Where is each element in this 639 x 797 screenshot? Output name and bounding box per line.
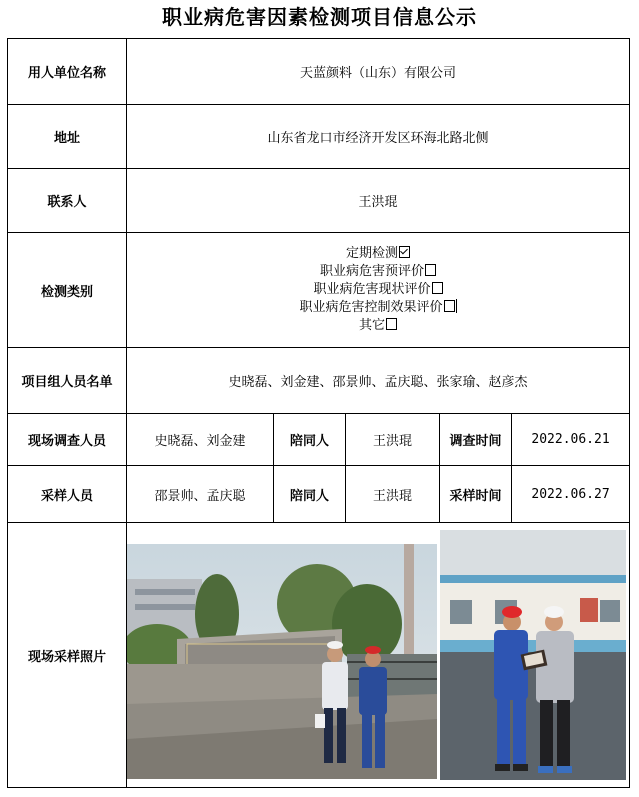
survey-companion: 王洪琨 [346,414,440,466]
site-photo-sampling-image [440,530,626,780]
sampling-label: 采样人员 [8,466,127,523]
site-photo-gate [127,544,437,779]
option-status-assessment-label: 职业病危害现状评价 [313,282,431,297]
option-pre-assessment [127,263,629,281]
option-pre-assessment-label: 职业病危害预评价 [320,264,425,279]
sampling-time-label: 采样时间 [440,466,512,523]
option-other [127,317,629,335]
employer-value: 天蓝颜料（山东）有限公司 [127,39,630,105]
team-value: 史晓磊、刘金建、邵景帅、孟庆聪、张家瑜、赵彦杰 [127,348,630,414]
survey-time-label: 调查时间 [440,414,512,466]
team-label: 项目组人员名单 [8,348,127,414]
team-row [8,348,630,414]
info-table [7,38,630,788]
detection-type-row [8,233,630,348]
option-control-assessment [127,299,629,317]
option-other-label: 其它 [359,318,386,333]
page-title: 职业病危害因素检测项目信息公示 [162,5,477,29]
contact-value: 王洪琨 [127,169,630,233]
sampling-row [8,466,630,523]
detection-type-label: 检测类别 [8,233,127,348]
sampling-companion-label: 陪同人 [274,466,346,523]
checked-checkbox-icon [399,246,410,258]
detection-type-options [127,233,630,348]
address-row [8,105,630,169]
survey-companion-label: 陪同人 [274,414,346,466]
survey-staff: 史晓磊、刘金建 [127,414,274,466]
option-periodic-label: 定期检测 [346,246,399,261]
site-photo-sampling [440,530,626,780]
sampling-time: 2022.06.27 [512,466,630,523]
employer-label: 用人单位名称 [8,39,127,105]
survey-time: 2022.06.21 [512,414,630,466]
text-cursor-icon [456,299,457,313]
photos-row [8,523,630,788]
checkbox-icon [444,300,455,312]
checkbox-icon [386,318,397,330]
site-photo-gate-image [127,544,437,779]
option-control-assessment-label: 职业病危害控制效果评价 [299,300,443,315]
contact-label: 联系人 [8,169,127,233]
address-label: 地址 [8,105,127,169]
sampling-staff: 邵景帅、孟庆聪 [127,466,274,523]
address-value: 山东省龙口市经济开发区环海北路北侧 [127,105,630,169]
survey-label: 现场调查人员 [8,414,127,466]
option-status-assessment [127,281,629,299]
photos-cell [127,523,630,788]
sampling-companion: 王洪琨 [346,466,440,523]
employer-row [8,39,630,105]
checkbox-icon [425,264,436,276]
survey-row [8,414,630,466]
photos-label: 现场采样照片 [8,523,127,788]
checkbox-icon [432,282,443,294]
option-periodic [127,245,629,263]
contact-row [8,169,630,233]
